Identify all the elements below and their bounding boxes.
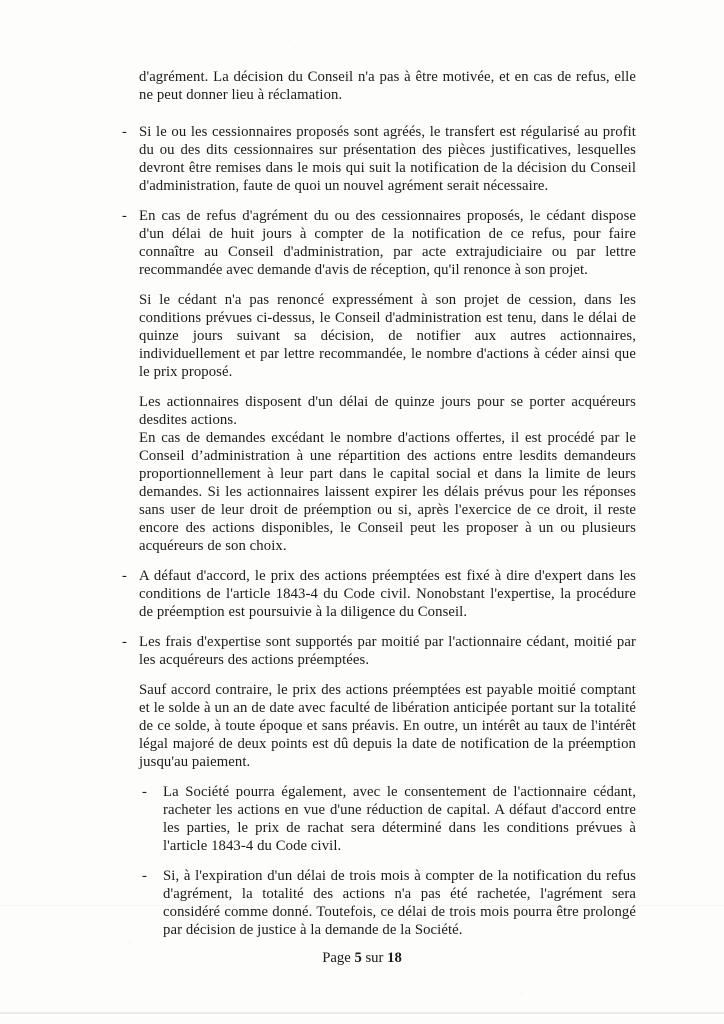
- list-item-text: En cas de refus d'agrément du ou des cessionnaires proposés, le cédant dispose d'un délai de huit jours à compter de la notification de ce refus, pour faire connaître au Conseil d'administration, par acte extrajudiciaire ou par lettre recommandée avec demande d'avis de réception, qu'il renonce à son projet.: [139, 208, 636, 278]
- dash-bullet: -: [142, 784, 147, 800]
- scan-artifact-bottom-edge: [0, 1012, 724, 1014]
- footer-word-page: Page: [322, 950, 351, 966]
- footer-total-pages: 18: [387, 950, 402, 966]
- body-paragraph: d'agrément. La décision du Conseil n'a pas à être motivée, et en cas de refus, elle ne peut donner lieu à réclamation.: [139, 69, 636, 103]
- dash-bullet: -: [142, 868, 147, 884]
- scan-artifact-streak: [0, 905, 724, 906]
- list-item-text: Si, à l'expiration d'un délai de trois mois à compter de la notification du refus d'agrément, la totalité des actions n'a pas été rachetée, l'agrément sera considéré comme donné. Toutefois, ce délai de trois mois pourra être prolongé par décision de justice à la demande de la Société.: [163, 868, 636, 938]
- list-item-text: La Société pourra également, avec le consentement de l'actionnaire cédant, racheter les actions en vue d'une réduction de capital. A défaut d'accord entre les parties, le prix de rachat sera déterminé dans les conditions prévues à l'article 1843-4 du Code civil.: [163, 784, 636, 854]
- body-paragraph: Les actionnaires disposent d'un délai de quinze jours pour se porter acquéreurs desdites actions.: [139, 394, 636, 428]
- list-item: [122, 207, 636, 279]
- list-item: [122, 633, 636, 669]
- list-item-text: A défaut d'accord, le prix des actions préemptées est fixé à dire d'expert dans les conditions de l'article 1843-4 du Code civil. Nonobstant l'expertise, la procédure de préemption est poursuivie à la diligence du Conseil.: [139, 568, 636, 620]
- sub-list-item: [142, 783, 636, 855]
- dash-bullet: -: [122, 124, 127, 140]
- sub-list-item: [142, 867, 636, 939]
- dash-bullet: -: [122, 208, 127, 224]
- body-paragraph: En cas de demandes excédant le nombre d'actions offertes, il est procédé par le Conseil d’administration à une répartition des actions entre lesdits demandeurs proportionnellement à leur part dans le capital social et dans la limite de leurs demandes. Si les actionnaires laissent expirer les délais prévus pour les réponses sans user de leur droit de préemption ou si, après l'exercice de ce droit, il reste encore des actions disponibles, le Conseil peut les proposer à un ou plusieurs acquéreurs de son choix.: [139, 430, 636, 554]
- list-item-text: Si le ou les cessionnaires proposés sont agréés, le transfert est régularisé au profit du ou des dits cessionnaires sur présentation des pièces justificatives, lesquelles devront être remises dans le mois qui suit la notification de la décision du Conseil d'administration, faute de quoi un nouvel agrément serait nécessaire.: [139, 124, 636, 194]
- list-item: [122, 123, 636, 195]
- page-number-footer: [0, 949, 724, 967]
- footer-word-separator: sur: [365, 950, 384, 966]
- body-paragraph: Sauf accord contraire, le prix des actions préemptées est payable moitié comptant et le solde à un an de date avec faculté de libération anticipée portant sur la totalité de ce solde, à toute époque et sans préavis. En outre, un intérêt au taux de l'intérêt légal majoré de deux points est dû depuis la date de notification de la préemption jusqu'au paiement.: [139, 682, 636, 770]
- page-text-body: [122, 68, 636, 951]
- body-paragraph: Si le cédant n'a pas renoncé expressément à son projet de cession, dans les conditions prévues ci-dessus, le Conseil d'administration est tenu, dans le délai de quinze jours suivant sa décision, de notifier aux autres actionnaires, individuellement et par lettre recommandée, le nombre d'actions à céder ainsi que le prix proposé.: [139, 292, 636, 380]
- dash-bullet: -: [122, 634, 127, 650]
- list-item-text: Les frais d'expertise sont supportés par moitié par l'actionnaire cédant, moitié par les acquéreurs des actions préemptées.: [139, 634, 636, 668]
- footer-current-page: 5: [354, 950, 362, 966]
- list-item: [122, 567, 636, 621]
- dash-bullet: -: [122, 568, 127, 584]
